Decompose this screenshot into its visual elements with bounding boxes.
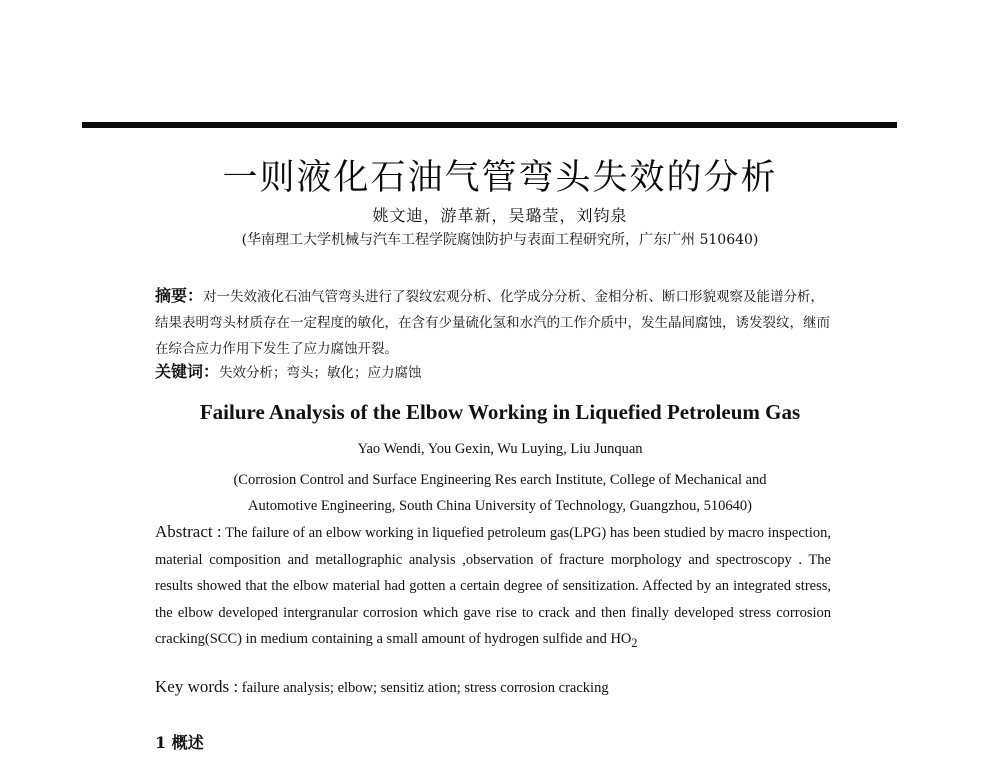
english-authors: Yao Wendi, You Gexin, Wu Luying, Liu Junquan xyxy=(357,441,643,457)
chinese-keywords-text: 失效分析；弯头；敏化；应力腐蚀 xyxy=(219,365,422,381)
chinese-title: 一则液化石油气管弯头失效的分析 xyxy=(222,158,778,198)
english-affiliation xyxy=(0,467,1000,519)
chinese-keywords xyxy=(155,361,835,384)
english-keywords xyxy=(155,677,831,697)
header-rule xyxy=(82,122,897,128)
english-abstract-text: The failure of an elbow working in liquefied petroleum gas(LPG) has been studied by macro inspection, material composition and metallographic analysis ,observation of fracture morphology and spectroscopy . The results showed that the elbow material had gotten a certain degree of sensitization. Affected by an integrated stress, the elbow developed intergranular corrosion which gave rise to crack and then finally developed stress corrosion cracking(SCC) in medium containing a small amount of hydrogen sulfide and HO xyxy=(155,525,831,647)
english-title: Failure Analysis of the Elbow Working in Liquefied Petroleum Gas xyxy=(199,400,801,424)
english-affiliation-line2: Automotive Engineering, South China University of Technology, Guangzhou, 510640) xyxy=(248,498,752,514)
chinese-abstract xyxy=(155,283,835,362)
chinese-abstract-text: 对一失效液化石油气管弯头进行了裂纹宏观分析、化学成分分析、金相分析、断口形貌观察及能谱分析，结果表明弯头材质存在一定程度的敏化，在含有少量硫化氢和水汽的工作介质中，发生晶间腐蚀，诱发裂纹，继而在综合应力作用下发生了应力腐蚀开裂。 xyxy=(155,289,830,357)
english-abstract-label: Abstract : xyxy=(155,522,222,541)
english-abstract-subscript: 2 xyxy=(631,635,638,650)
chinese-authors: 姚文迪，游革新，吴璐莹，刘钧泉 xyxy=(372,206,628,225)
chinese-keywords-label: 关键词： xyxy=(155,362,220,381)
chinese-affiliation: (华南理工大学机械与汽车工程学院腐蚀防护与表面工程研究所，广东广州 510640) xyxy=(241,232,759,248)
section-heading: 1 概述 xyxy=(155,733,204,752)
english-abstract xyxy=(155,519,831,656)
english-keywords-label: Key words : xyxy=(155,677,239,696)
chinese-abstract-label: 摘要： xyxy=(155,286,204,305)
english-affiliation-line1: (Corrosion Control and Surface Engineering Res earch Institute, College of Mechanical and xyxy=(233,472,767,488)
english-keywords-text: failure analysis; elbow; sensitiz ation; stress corrosion cracking xyxy=(238,680,609,696)
